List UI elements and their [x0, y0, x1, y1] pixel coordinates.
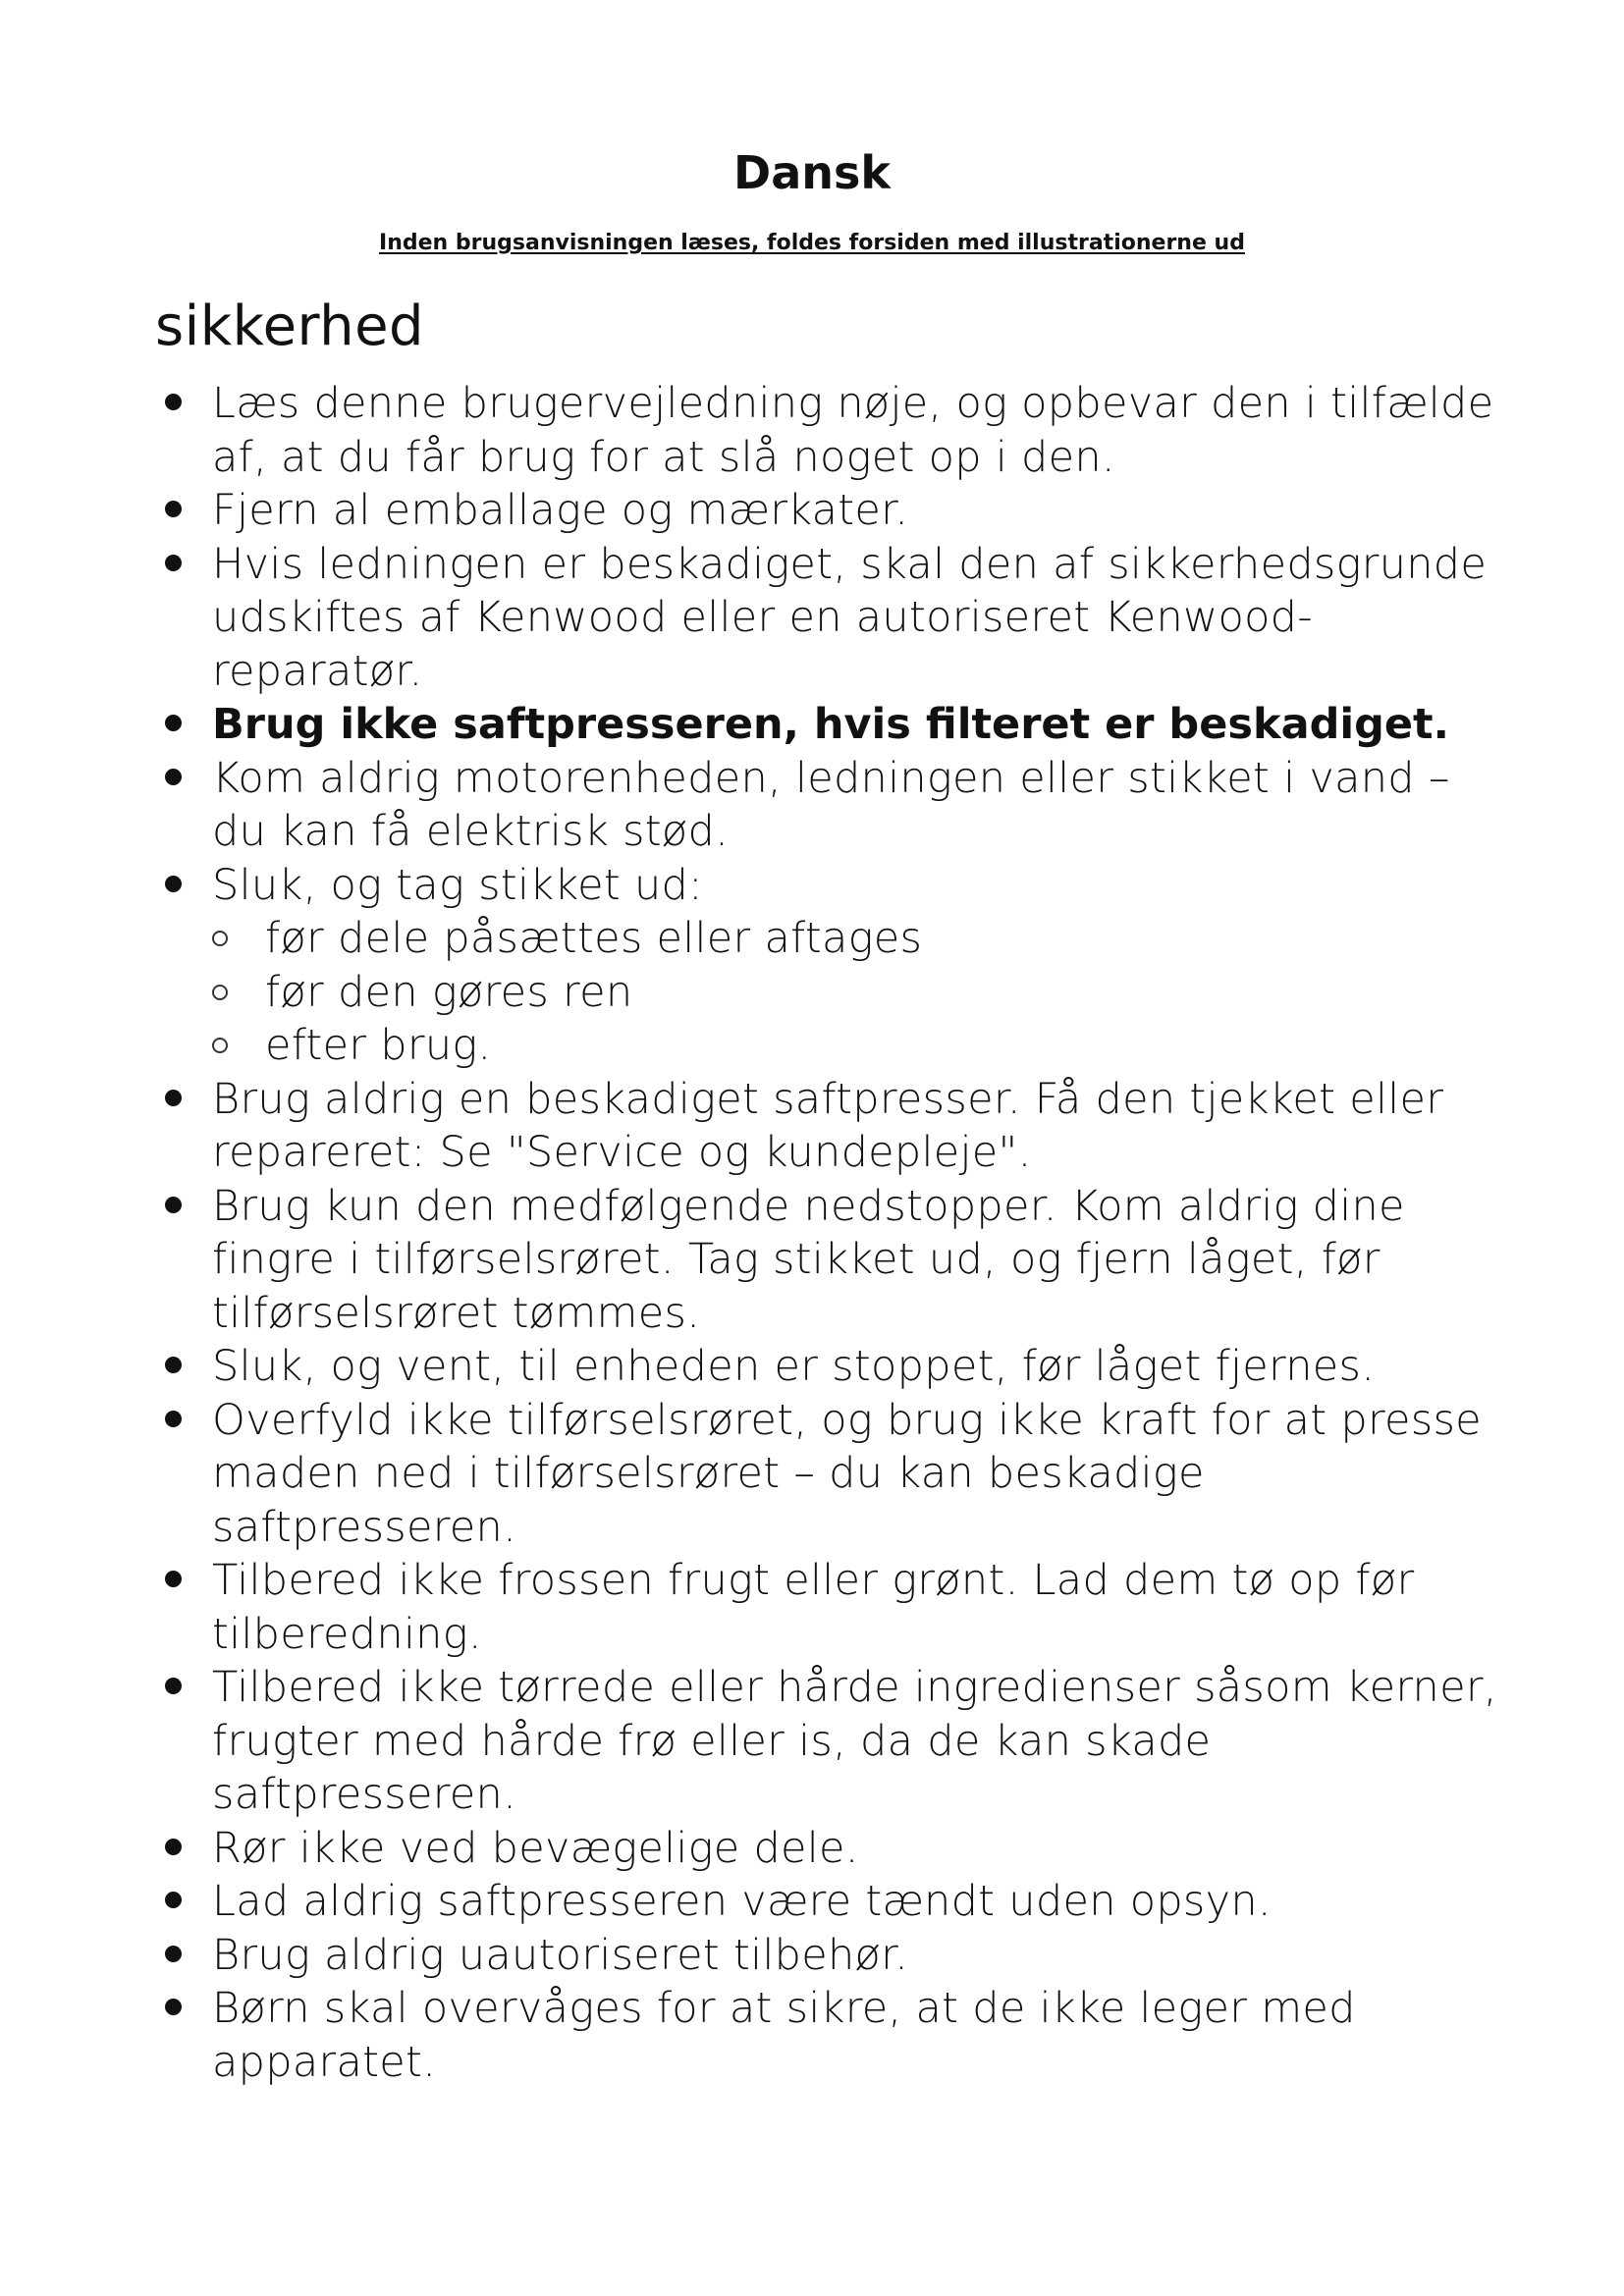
- list-item: [155, 1073, 1510, 1180]
- bullet-icon: [165, 876, 182, 892]
- page-subtitle: Inden brugsanvisningen læses, foldes forsiden med illustrationerne ud: [379, 231, 1245, 255]
- bullet-icon: [165, 715, 182, 731]
- sub-list-item-text: før den gøres ren: [265, 967, 633, 1017]
- bullet-icon: [165, 1357, 182, 1373]
- sub-list-item: [212, 1019, 1510, 1073]
- list-item-text: Lad aldrig saftpresseren være tændt uden opsyn.: [212, 1877, 1272, 1926]
- bullet-icon: [165, 555, 182, 571]
- list-item-text: Fjern al emballage og mærkater.: [212, 486, 909, 535]
- sub-list-item-text: efter brug.: [265, 1021, 492, 1070]
- list-item-text: Sluk, og tag stikket ud:: [212, 860, 703, 910]
- list-item: [155, 859, 1510, 1073]
- list-item-bold: [155, 698, 1510, 752]
- bullet-icon: [165, 1999, 182, 2015]
- list-item-text: Brug kun den medfølgende nedstopper. Kom aldrig dine fingre i tilførselsrøret. Tag stikket ud, og fjern låget, før tilførselsrøret tømmes.: [212, 1181, 1405, 1338]
- page-title: Dansk: [733, 146, 891, 199]
- list-item-text: Brug aldrig uautoriseret tilbehør.: [212, 1930, 909, 1980]
- sub-list-item: [212, 912, 1510, 966]
- list-item: [155, 1554, 1510, 1661]
- list-item-text: Hvis ledningen er beskadiget, skal den af sikkerhedsgrunde udskiftes af Kenwood eller en autoriseret Kenwood-reparatør.: [212, 539, 1488, 696]
- bullet-icon: [165, 1571, 182, 1587]
- list-item: [155, 1180, 1510, 1341]
- bullet-icon: [165, 1946, 182, 1962]
- list-item: [155, 1822, 1510, 1876]
- bullet-icon: [165, 769, 182, 785]
- list-item-text: Rør ikke ved bevægelige dele.: [212, 1823, 859, 1873]
- list-item: [155, 1982, 1510, 2089]
- list-item-text: Sluk, og vent, til enheden er stoppet, før låget fjernes.: [212, 1342, 1376, 1391]
- bullet-icon: [165, 1839, 182, 1855]
- safety-list: [155, 377, 1510, 2089]
- list-item: [155, 377, 1510, 484]
- list-item-text: Kom aldrig motorenheden, ledningen eller stikket i vand – du kan få elektrisk stød.: [212, 753, 1450, 856]
- list-item: [155, 1929, 1510, 1983]
- bullet-icon: [165, 1197, 182, 1213]
- sub-list: [212, 912, 1510, 1073]
- list-item: [155, 1394, 1510, 1555]
- bullet-icon: [165, 394, 182, 410]
- circle-bullet-icon: [212, 931, 228, 946]
- circle-bullet-icon: [212, 985, 228, 1000]
- list-item-text: Tilbered ikke frossen frugt eller grønt. Lad dem tø op før tilberedning.: [212, 1556, 1415, 1659]
- list-item: [155, 1340, 1510, 1394]
- list-item: [155, 538, 1510, 699]
- bullet-icon: [165, 1678, 182, 1694]
- bullet-icon: [165, 501, 182, 517]
- circle-bullet-icon: [212, 1038, 228, 1053]
- sub-list-item: [212, 966, 1510, 1020]
- list-item: [155, 1661, 1510, 1822]
- list-item-text: Læs denne brugervejledning nøje, og opbevar den i tilfælde af, at du får brug for at slå noget op i den.: [212, 379, 1494, 482]
- list-item: [155, 484, 1510, 538]
- list-item: [155, 752, 1510, 859]
- list-item: [155, 1875, 1510, 1929]
- list-item-text: Børn skal overvåges for at sikre, at de ikke leger med apparatet.: [212, 1984, 1356, 2087]
- list-item-text: Overfyld ikke tilførselsrøret, og brug ikke kraft for at presse maden ned i tilførselsrøret – du kan beskadige saftpresseren.: [212, 1395, 1482, 1552]
- section-heading: sikkerhed: [155, 294, 425, 358]
- sub-list-item-text: før dele påsættes eller aftages: [265, 914, 923, 963]
- bullet-icon: [165, 1090, 182, 1106]
- list-item-text: Brug ikke saftpresseren, hvis filteret er beskadiget.: [212, 700, 1449, 749]
- bullet-icon: [165, 1892, 182, 1908]
- list-item-text: Brug aldrig en beskadiget saftpresser. Få den tjekket eller repareret: Se "Service og kundepleje".: [212, 1074, 1444, 1177]
- bullet-icon: [165, 1411, 182, 1427]
- list-item-text: Tilbered ikke tørrede eller hårde ingredienser såsom kerner, frugter med hårde frø eller is, da de kan skade saftpresseren.: [212, 1663, 1497, 1819]
